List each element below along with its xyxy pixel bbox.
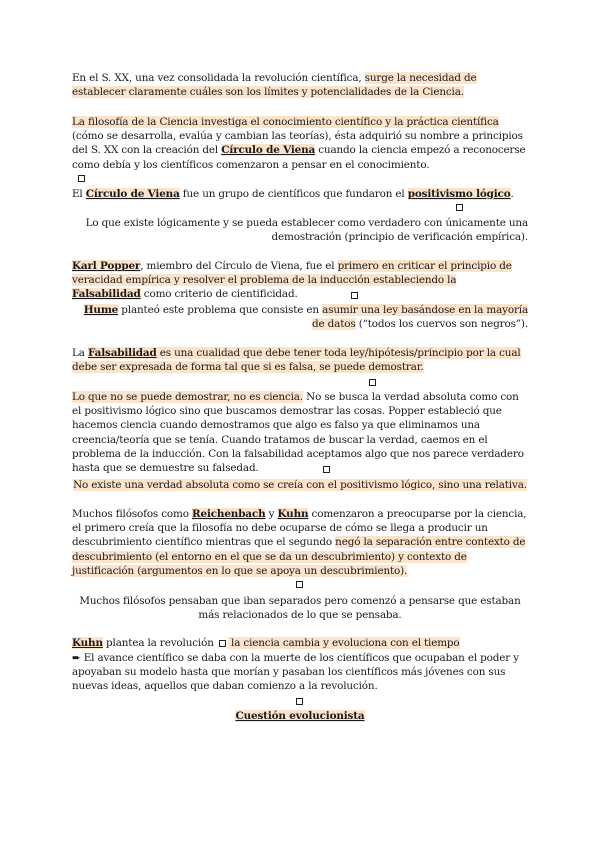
term-hume: Hume — [83, 304, 119, 316]
highlight: la ciencia cambia y evoluciona con el tiempo — [227, 637, 460, 649]
term-falsabilidad: Falsabilidad — [87, 347, 157, 359]
square-bullet-icon — [369, 379, 376, 386]
term-cuestion-evolucionista: Cuestión evolucionista — [235, 710, 365, 722]
square-bullet-icon — [456, 204, 463, 211]
term-kuhn: Kuhn — [277, 508, 309, 520]
paragraph-popper: Karl Popper, miembro del Círculo de Viena, fue el primero en criticar el principio de veracidad empírica y resolver el problema de la inducción estableciendo la Falsabilidad como criterio de cientificidad. — [72, 260, 512, 301]
term-falsabilidad: Falsabilidad — [72, 288, 141, 301]
term-positivismo-logico: positivismo lógico — [407, 188, 511, 200]
highlight: primero en criticar el principio de veracidad empírica y resolver el problema de la inducción estableciendo la — [72, 260, 512, 287]
arrow-icon: ➨ — [72, 652, 81, 664]
square-bullet-icon — [296, 581, 303, 588]
highlight: surge la necesidad de establecer claramente cuáles son los límites y potencialidades de la Ciencia. — [72, 72, 477, 99]
paragraph-intro: En el S. XX, una vez consolidada la revolución científica, surge la necesidad de establecer claramente cuáles son los límites y potencialidades de la Ciencia. — [72, 72, 477, 99]
heading-cuestion-evolucionista — [72, 709, 528, 723]
paragraph-demostrar: Lo que no se puede demostrar, no es ciencia. No se busca la verdad absoluta como con el positivismo lógico sino que buscamos demostrar las cosas. Popper estableció que hacemos ciencia cuando demostramos que algo es falso ya que eliminamos una creencia/teoría que se tenía. Cuando tratamos de buscar la verdad, caemos en el problema de la inducción. Con la falsabilidad aceptamos algo que nos parece verdadero hasta que se demuestre su falsedad. — [72, 391, 524, 475]
paragraph-kuhn-revolucion: Kuhn plantea la revolución la ciencia cambia y evoluciona con el tiempo — [72, 637, 460, 649]
square-bullet-icon — [219, 640, 226, 647]
paragraph-filosofia-ciencia: La filosofía de la Ciencia investiga el conocimiento científico y la práctica científica (cómo se desarrolla, evalúa y cambian las teorías), ésta adquirió su nombre a principios del S. XX con la creación del Círculo de Viena cuando la ciencia empezó a reconocerse como debía y los científicos comenzaron a pensar en el conocimiento. — [72, 116, 526, 171]
paragraph-falsabilidad: La Falsabilidad es una cualidad que debe tener toda ley/hipótesis/principio por la cual debe ser expresada de forma tal que si es falsa, se puede demostrar. — [72, 347, 521, 374]
highlight: asumir una ley basándose en la mayoría de datos — [312, 304, 528, 331]
term-kuhn: Kuhn — [72, 637, 103, 649]
term-circulo-de-viena: Círculo de Viena — [221, 144, 316, 157]
term-karl-popper: Karl Popper — [72, 260, 141, 272]
square-bullet-icon — [323, 466, 330, 473]
highlight: Lo que no se puede demostrar, no es ciencia. — [72, 391, 303, 403]
square-bullet-icon — [351, 292, 358, 299]
paragraph-reichenbach-kuhn: Muchos filósofos como Reichenbach y Kuhn comenzaron a preocuparse por la ciencia, el primero creía que la filosofía no debe ocuparse de cómo se llega a producir un descubrimiento científico mientras que el segundo negó la separación entre contexto de descubrimiento (el entorno en el que se da un descubrimiento) y contexto de justificación (argumentos en lo que se apoya un descubrimiento). — [72, 508, 527, 577]
highlight: No existe una verdad absoluta como se creía con el positivismo lógico, sino una relativa. — [73, 479, 527, 491]
term-circulo-de-viena: Círculo de Viena — [85, 188, 180, 200]
paragraph-definicion: Lo que existe lógicamente y se pueda establecer como verdadero con únicamente una demostración (principio de verificación empírica). — [85, 217, 528, 244]
highlight: es una cualidad que debe tener toda ley/hipótesis/principio por la cual debe ser expresada de forma tal que si es falsa, se puede demostrar. — [72, 347, 521, 374]
square-bullet-icon — [296, 698, 303, 705]
term-reichenbach: Reichenbach — [192, 508, 266, 520]
paragraph-verdad-relativa — [72, 478, 528, 492]
square-bullet-icon — [78, 175, 85, 182]
paragraph-avance-cientifico: ➨ El avance científico se daba con la muerte de los científicos que ocupaban el poder y apoyaban su modelo hasta que morían y pasaban los científicos más jóvenes con sus nuevas ideas, aquellos que daban comienzo a la revolución. — [72, 652, 519, 693]
paragraph-hume: Hume planteó este problema que consiste en asumir una ley basándose en la mayoría de datos (“todos los cuervos son negros”). — [83, 304, 528, 331]
highlight: negó la separación entre contexto de descubrimiento (el entorno en el que se da un descubrimiento) y contexto de justificación (argumentos en lo que se apoya un descubrimiento). — [72, 536, 526, 577]
highlight: La filosofía de la Ciencia investiga el conocimiento científico y la práctica científica — [72, 116, 499, 128]
paragraph-separados: Muchos filósofos pensaban que iban separados pero comenzó a pensarse que estaban más relacionados de lo que se pensaba. — [79, 595, 521, 622]
paragraph-circulo-viena: El Círculo de Viena fue un grupo de científicos que fundaron el positivismo lógico. — [72, 188, 514, 200]
